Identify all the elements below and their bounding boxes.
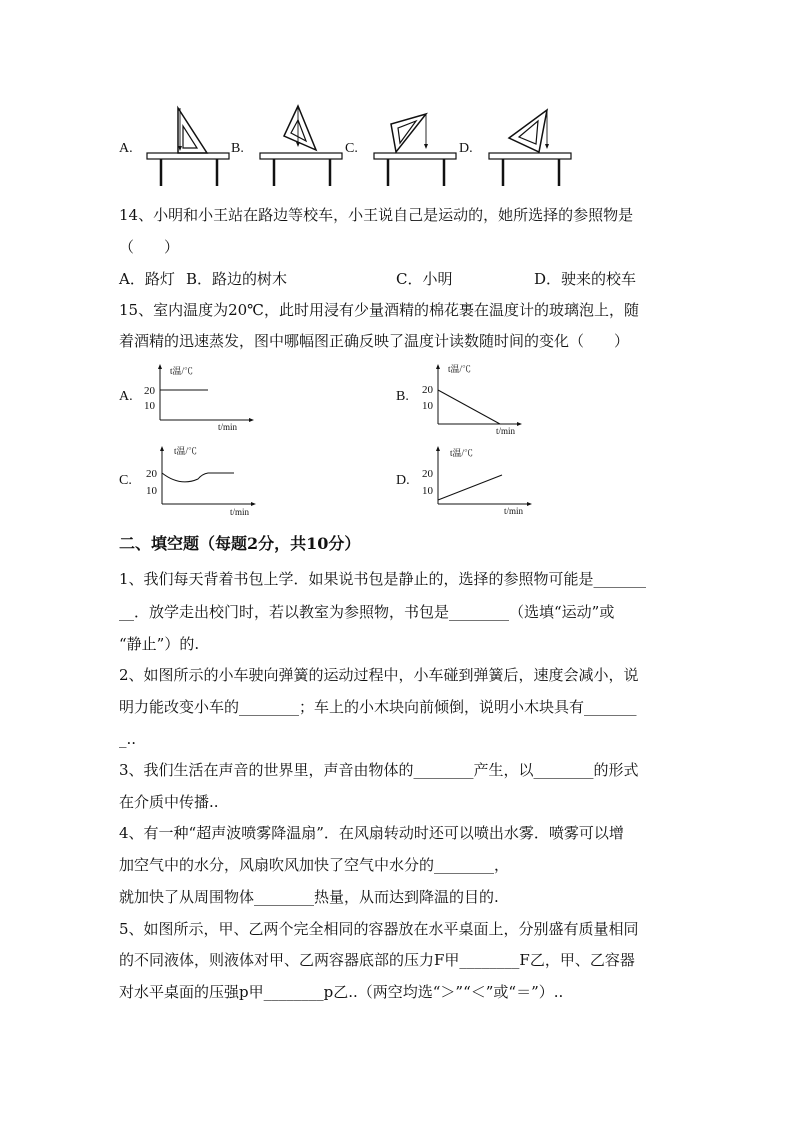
- q15-graph-d-label: D.: [396, 473, 410, 488]
- q15-graph-a: [140, 362, 270, 434]
- q15-graph-a-tick-10: 10: [144, 400, 155, 412]
- fill-q5-line3: 对水平桌面的压强p甲________p乙..（两空均选“＞”“＜”或“＝”）..: [119, 983, 564, 1001]
- fig13-b-diagram: [258, 100, 348, 190]
- q15-graph-b-tick-20: 20: [422, 384, 433, 396]
- fill-q5-line1: 5、如图所示，甲、乙两个完全相同的容器放在水平桌面上，分别盛有质量相同: [119, 920, 639, 938]
- q15-graph-c-tick-20: 20: [146, 468, 157, 480]
- fig13-label-d: D.: [459, 141, 473, 156]
- fill-q4-line3: 就加快了从周围物体________热量，从而达到降温的目的.: [119, 888, 499, 906]
- fill-q4-line2: 加空气中的水分，风扇吹风加快了空气中水分的________，: [119, 856, 510, 874]
- fill-q1-line3: “静止”）的.: [119, 635, 200, 653]
- q15-graph-b-label: B.: [396, 389, 409, 404]
- q15-graph-c-label: C.: [119, 473, 132, 488]
- fig13-c-diagram: [372, 100, 462, 190]
- q15-graph-b-ylabel: t温/℃: [448, 364, 472, 374]
- q15-graph-c-ylabel: t温/℃: [174, 446, 198, 456]
- fill-q1-line1: 1、我们每天背着书包上学．如果说书包是静止的，选择的参照物可能是_______: [119, 570, 647, 588]
- fill-q2-line2: 明力能改变小车的________；车上的小木块向前倾倒，说明小木块具有_______: [119, 698, 637, 716]
- fill-q4-line1: 4、有一种“超声波喷雾降温扇”．在风扇转动时还可以喷出水雾．喷雾可以增: [119, 824, 624, 842]
- q15-graph-b-curve: [438, 390, 500, 424]
- fill-q1-line2: __．放学走出校门时，若以教室为参照物，书包是________（选填“运动”或: [119, 603, 615, 621]
- q15-graph-b-xlabel: t/min: [496, 426, 516, 436]
- fig13-label-c: C.: [345, 141, 358, 156]
- q14-option-a: A．路灯: [119, 270, 175, 288]
- fig13-a-diagram: [145, 100, 235, 190]
- q15-graph-c-curve: [162, 473, 234, 482]
- q15-graph-d-tick-20: 20: [422, 468, 433, 480]
- q15-stem-line1: 15、室内温度为20℃，此时用浸有少量酒精的棉花裹在温度计的玻璃泡上，随: [119, 301, 639, 319]
- q15-graph-d-tick-10: 10: [422, 485, 433, 497]
- q15-stem-line2: 着酒精的迅速蒸发，图中哪幅图正确反映了温度计读数随时间的变化（ ）: [119, 332, 630, 350]
- q15-graph-b: [418, 362, 548, 438]
- q15-graph-a-xlabel: t/min: [218, 422, 238, 432]
- q15-graph-d-xlabel: t/min: [504, 506, 524, 516]
- q15-graph-a-ylabel: t温/℃: [170, 366, 194, 376]
- q15-graph-c-tick-10: 10: [146, 485, 157, 497]
- fill-q3-line1: 3、我们生活在声音的世界里，声音由物体的________产生，以________的形式: [119, 761, 639, 779]
- q15-graph-d-curve: [438, 475, 502, 500]
- q14-stem-line2: （ ）: [119, 238, 180, 256]
- fig13-d-diagram: [487, 100, 577, 190]
- fill-q2-line3: _..: [119, 730, 137, 748]
- q14-option-b: B．路边的树木: [186, 270, 288, 288]
- fig13-label-b: B.: [231, 141, 244, 156]
- q15-graph-a-tick-20: 20: [144, 385, 155, 397]
- q15-graph-a-label: A.: [119, 389, 133, 404]
- section2-heading: 二、填空题（每题2分，共10分）: [119, 534, 361, 553]
- fill-q2-line1: 2、如图所示的小车驶向弹簧的运动过程中，小车碰到弹簧后，速度会减小，说: [119, 666, 639, 684]
- q15-graph-c: [142, 444, 272, 518]
- q15-graph-b-tick-10: 10: [422, 400, 433, 412]
- fill-q3-line2: 在介质中传播..: [119, 793, 219, 811]
- q15-graph-d-ylabel: t温/℃: [450, 448, 474, 458]
- q15-graph-d: [418, 444, 548, 518]
- q14-stem-line1: 14、小明和小王站在路边等校车，小王说自己是运动的，她所选择的参照物是: [119, 206, 634, 224]
- fig13-label-a: A.: [119, 141, 133, 156]
- q15-graph-c-xlabel: t/min: [230, 507, 250, 517]
- fill-q5-line2: 的不同液体，则液体对甲、乙两容器底部的压力F甲________F乙，甲、乙容器: [119, 951, 635, 969]
- q14-option-c: C．小明: [396, 270, 453, 288]
- q14-option-d: D．驶来的校车: [534, 270, 637, 288]
